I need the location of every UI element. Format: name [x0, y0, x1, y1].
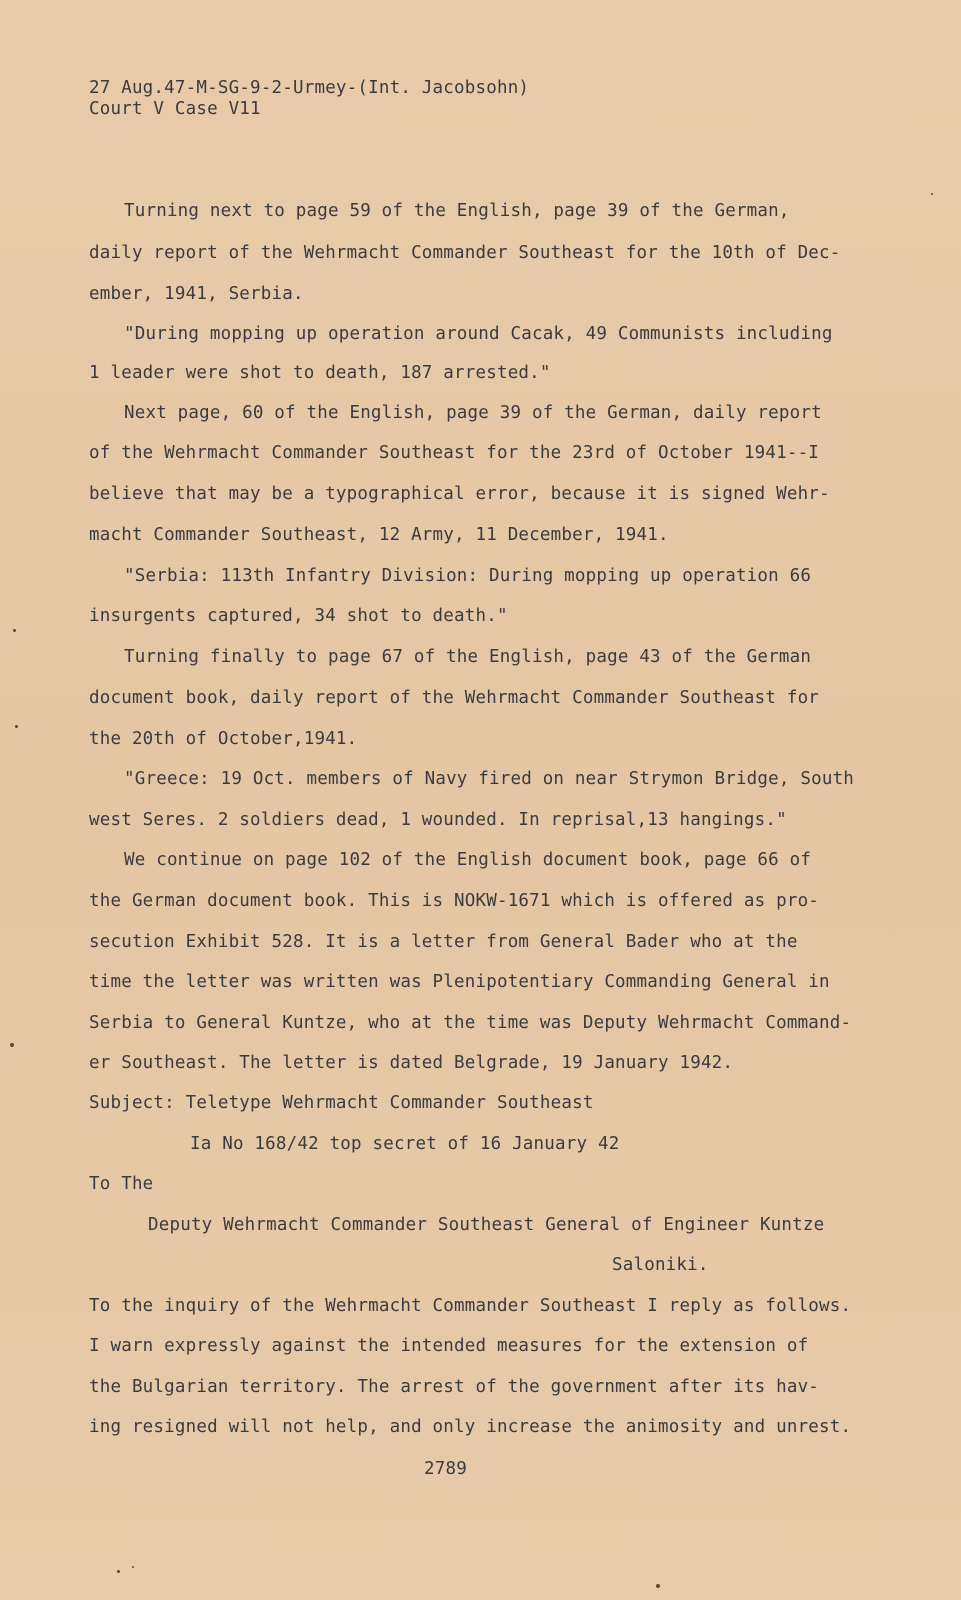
- body-line: daily report of the Wehrmacht Commander Southeast for the 10th of Dec-: [89, 243, 841, 263]
- header-line-1: 27 Aug.47-M-SG-9-2-Urmey-(Int. Jacobsohn): [89, 78, 530, 98]
- body-line: of the Wehrmacht Commander Southeast for the 23rd of October 1941--I: [89, 443, 820, 463]
- body-line: Next page, 60 of the English, page 39 of the German, daily report: [124, 403, 822, 423]
- body-line: "During mopping up operation around Cacak, 49 Communists including: [124, 324, 833, 344]
- body-line: Turning next to page 59 of the English, page 39 of the German,: [124, 201, 790, 221]
- paper-speck: [10, 1043, 14, 1047]
- paper-speck: [13, 629, 16, 632]
- body-line: Serbia to General Kuntze, who at the time was Deputy Wehrmacht Command-: [89, 1013, 852, 1033]
- addressee-to: To The: [89, 1174, 154, 1194]
- reference-line: Ia No 168/42 top secret of 16 January 42: [190, 1134, 620, 1154]
- page-number: 2789: [424, 1459, 467, 1479]
- body-line: I warn expressly against the intended measures for the extension of: [89, 1336, 809, 1356]
- body-line: the Bulgarian territory. The arrest of the government after its hav-: [89, 1377, 820, 1397]
- addressee-name: Deputy Wehrmacht Commander Southeast General of Engineer Kuntze: [148, 1215, 825, 1235]
- body-line: Turning finally to page 67 of the English, page 43 of the German: [124, 647, 812, 667]
- body-line: To the inquiry of the Wehrmacht Commander Southeast I reply as follows.: [89, 1296, 852, 1316]
- body-line: the 20th of October,1941.: [89, 729, 358, 749]
- body-line: "Greece: 19 Oct. members of Navy fired on near Strymon Bridge, South: [124, 769, 855, 789]
- paper-speck: [931, 193, 933, 195]
- body-line: macht Commander Southeast, 12 Army, 11 December, 1941.: [89, 525, 669, 545]
- paper-speck: [132, 1566, 134, 1568]
- body-line: the German document book. This is NOKW-1671 which is offered as pro-: [89, 891, 820, 911]
- paper-speck: [15, 725, 18, 728]
- paper-speck: [117, 1570, 120, 1573]
- body-line: We continue on page 102 of the English document book, page 66 of: [124, 850, 812, 870]
- body-line: believe that may be a typographical error, because it is signed Wehr-: [89, 484, 830, 504]
- header-line-2: Court V Case V11: [89, 99, 261, 119]
- subject-line: Subject: Teletype Wehrmacht Commander Southeast: [89, 1093, 594, 1113]
- body-line: ing resigned will not help, and only increase the animosity and unrest.: [89, 1417, 852, 1437]
- body-line: "Serbia: 113th Infantry Division: During mopping up operation 66: [124, 566, 812, 586]
- body-line: west Seres. 2 soldiers dead, 1 wounded. In reprisal,13 hangings.": [89, 810, 787, 830]
- body-line: ember, 1941, Serbia.: [89, 284, 304, 304]
- body-line: er Southeast. The letter is dated Belgrade, 19 January 1942.: [89, 1053, 734, 1073]
- body-line: document book, daily report of the Wehrmacht Commander Southeast for: [89, 688, 820, 708]
- body-line: secution Exhibit 528. It is a letter from General Bader who at the: [89, 932, 798, 952]
- body-line: insurgents captured, 34 shot to death.": [89, 606, 508, 626]
- paper-speck: [656, 1584, 660, 1588]
- body-line: time the letter was written was Plenipotentiary Commanding General in: [89, 972, 830, 992]
- addressee-city: Saloniki.: [612, 1255, 709, 1275]
- body-line: 1 leader were shot to death, 187 arrested.": [89, 363, 551, 383]
